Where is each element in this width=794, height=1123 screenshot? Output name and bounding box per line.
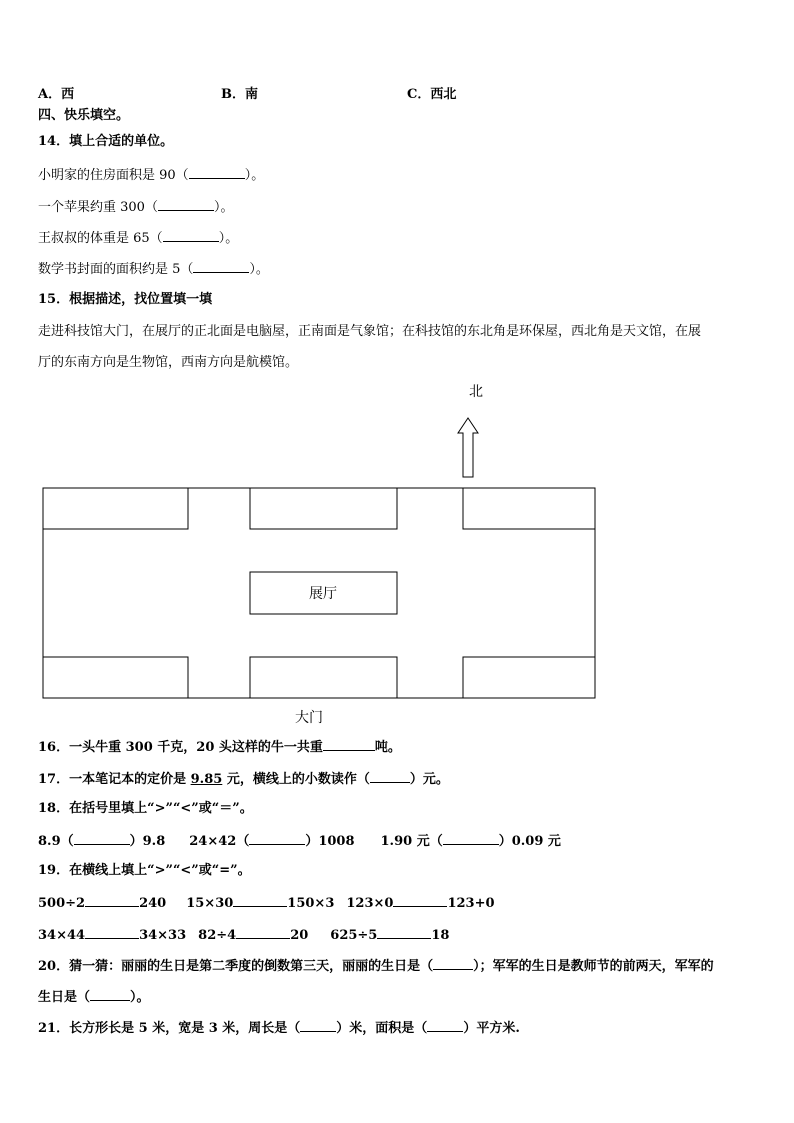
room-northeast [463,488,595,529]
text: 625÷5 [330,928,378,943]
room-southeast [463,657,595,698]
answer-blank[interactable] [85,894,139,907]
answer-blank[interactable] [236,926,290,939]
text: 20．猜一猜：丽丽的生日是第二季度的倒数第三天，丽丽的生日是（ [38,959,434,974]
q19-title: 19．在横线上填上“>”“<”或“=”。 [38,863,251,878]
choice-letter: C． [407,87,431,102]
choice-c [407,83,456,102]
room-northwest [43,488,188,529]
q19-row1 [38,894,495,912]
text: ）元。 [409,772,449,787]
text: ）0.09 元 [498,834,561,849]
text: 500÷2 [38,896,86,911]
room-southwest [43,657,188,698]
text: 82÷4 [198,928,237,943]
answer-blank[interactable] [74,832,130,845]
text: 240 [139,896,167,911]
text: 123+0 [447,896,495,911]
q18-items [38,832,561,850]
answer-blank[interactable] [370,770,410,783]
text: 小明家的住房面积是 90（ [38,168,189,183]
text: ）9.8 [129,834,166,849]
text: 123×0 [346,896,394,911]
text: ）。 [213,200,234,215]
text: 生日是（ [38,990,91,1005]
answer-blank[interactable] [163,229,219,242]
q19-row2 [38,926,449,944]
room-north [250,488,397,529]
answer-blank[interactable] [189,166,245,179]
text: ）。 [244,168,265,183]
answer-blank[interactable] [249,832,305,845]
answer-blank[interactable] [90,988,130,1001]
text: ）；军军的生日是教师节的前两天，军军的 [473,959,714,974]
text: 150×3 [287,896,335,911]
q15-desc-line2: 厅的东南方向是生物馆，西南方向是航模馆。 [38,355,299,370]
q14-title: 14．填上合适的单位。 [38,134,174,149]
answer-blank[interactable] [85,926,139,939]
text: ）1008 [305,834,355,849]
text: ）。 [249,262,269,277]
answer-blank[interactable] [393,894,447,907]
text: ）。 [218,231,239,246]
choice-b [221,83,258,102]
choice-text: 南 [245,87,259,102]
q14-item-3 [38,229,238,247]
text: 8.9（ [38,834,74,849]
answer-blank[interactable] [193,260,249,273]
answer-blank[interactable] [300,1019,336,1032]
north-label: 北 [469,384,483,400]
text: 15×30 [186,896,234,911]
q20-line2 [38,988,150,1006]
room-south [250,657,397,698]
text: 元，横线上的小数读作（ [222,772,370,787]
text: 20 [290,928,309,943]
text: 1.90 元（ [380,834,443,849]
hall-label: 展厅 [309,586,337,602]
text: 一个苹果约重 300（ [38,200,158,215]
answer-blank[interactable] [233,894,287,907]
underlined-price: 9.85 [190,772,223,787]
text: 17．一本笔记本的定价是 [38,772,191,787]
text: 34×44 [38,928,86,943]
north-arrow-icon [458,418,478,477]
text: 21．长方形长是 5 米，宽是 3 米，周长是（ [38,1021,301,1036]
section-title: 四、快乐填空。 [38,108,130,123]
choice-a [38,83,74,102]
q15-desc-line1: 走进科技馆大门，在展厅的正北面是电脑屋，正南面是气象馆；在科技馆的东北角是环保屋，西北角是天文馆，在展 [38,324,702,339]
answer-blank[interactable] [377,926,431,939]
answer-blank[interactable] [323,738,375,751]
q17 [38,770,449,788]
q14-item-4 [38,260,269,278]
text: ）。 [130,990,150,1005]
text: 王叔叔的体重是 65（ [38,231,163,246]
answer-blank[interactable] [427,1019,463,1032]
q15-title: 15．根据描述，找位置填一填 [38,292,213,307]
choice-letter: A． [38,87,62,102]
answer-blank[interactable] [433,957,473,970]
q14-item-1 [38,166,264,184]
q14-item-2 [38,198,233,216]
text: 数学书封面的面积约是 5（ [38,262,194,277]
text: 18 [431,928,450,943]
q20-line1 [38,957,714,975]
text: 吨。 [374,740,401,755]
choice-text: 西 [61,87,75,102]
q21 [38,1019,520,1037]
q18-title: 18．在括号里填上“>”“<”或“＝”。 [38,801,253,816]
gate-label: 大门 [295,710,323,726]
science-museum-map [0,375,794,735]
answer-blank[interactable] [158,198,214,211]
answer-blank[interactable] [443,832,499,845]
q16 [38,738,401,756]
text: 34×33 [139,928,187,943]
choice-text: 西北 [430,87,457,102]
text: 16．一头牛重 300 千克，20 头这样的牛一共重 [38,740,323,755]
choice-letter: B． [221,87,245,102]
text: ）米，面积是（ [336,1021,428,1036]
text: ）平方米. [463,1021,520,1036]
text: 24×42（ [189,834,250,849]
